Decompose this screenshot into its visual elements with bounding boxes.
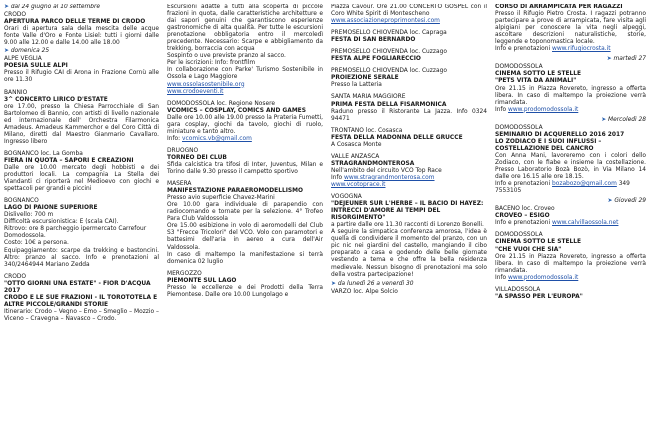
event-description: Presso le eccellenze e dei Prodotti della Terra Piemontese. Dalle ore 10.00 Lungolago e <box>167 284 323 298</box>
info-label: Info <box>495 106 507 113</box>
info-label: Info e prenotazioni <box>495 46 551 53</box>
event-location: BACENO loc. Croveo <box>495 206 555 213</box>
event-title: CORSO DI ARRAMPICATA PER RAGAZZI <box>495 4 623 10</box>
info-label: Info: <box>167 135 181 142</box>
event-title: PIEMONTE SUL LAGO <box>167 277 237 284</box>
event-title: LAGO DI PAIONE SUPERIORE <box>4 205 98 212</box>
arrow-icon: ➤ <box>607 198 615 205</box>
event-location: DOMODOSSOLA <box>495 124 543 131</box>
event-subtitle: CRODO E LE SUE FRAZIONI - IL TOROTOTELA E ALTRE PICCOLE/GRANDI STORIE <box>4 294 158 308</box>
arrow-icon: ➤ <box>601 116 609 123</box>
event-title: FESTA DI SAN BERNARDO <box>331 37 416 44</box>
info-label: Info <box>331 174 343 181</box>
event-description: Ore 21.15 in Piazza Rovereto, ingresso a offerta libera. In caso di maltempo la proiezione verrà rimandata. <box>495 85 646 106</box>
phone-number: 349 7553105 <box>495 181 630 195</box>
event-title: FESTA ALPE FOGLIARECCIO <box>331 56 421 63</box>
event-detail: Presso avio superficie Chavez-Marini <box>167 195 275 202</box>
event-subtitle: "CHE VUOI CHE SIA" <box>495 246 562 253</box>
event-title: CROVEO – ESIGO <box>495 213 550 220</box>
event-location: CRODO <box>4 273 27 280</box>
event-subtitle: LO ZODIACO E I SUOI INFLUSSI – COSTELLAZIONE DEL CANCRO <box>495 138 602 152</box>
event-detail: Ore 15.00 esibizione in volo di aeromodelli del Club S3 "Frecce Tricolori" del VCO. Volo con paramotori e battesimi dell'aria in aereo a cura dell'Air Valdossola. <box>167 223 323 251</box>
event-location: VALLE ANZASCA <box>331 153 380 160</box>
event-title: 3^ CONCERTO LIRICO D'ESTATE <box>4 96 108 103</box>
event-location: BOGNANCO <box>4 198 39 205</box>
event-title: PRIMA FESTA DELLA FISARMONICA <box>331 101 447 108</box>
event-location: VILLADOSSOLA <box>495 286 541 293</box>
column-1 <box>4 4 159 425</box>
info-label: Info <box>495 274 507 281</box>
column-2 <box>167 4 323 425</box>
event-description: Nell'ambito del circuito VCO Top Race <box>331 167 442 174</box>
website-link[interactable]: www.rifugiocrosta.it <box>552 46 611 53</box>
column-3 <box>331 4 487 425</box>
event-description: Orari di apertura sala della mescita delle acque fonte Valle d'Oro e Fonte Lisiel: tutti i giorni dalle 9.00 alle 12.00 e dalle 14.00 alle 18.00 <box>4 26 159 47</box>
event-detail: Ore 10.00 gara individuale di parapendio con radiocomando e tornate per la selezione. 4° Trofeo Para Club Valdossola <box>167 202 323 223</box>
event-location: DOMODOSSOLA loc. Regione Nosere <box>167 100 276 107</box>
website-link[interactable]: www.calvillaossola.net <box>552 220 619 227</box>
website-link[interactable]: www.stragrandmonterosa.com <box>344 174 435 181</box>
event-title: PROIEZIONE SERALE <box>331 75 399 82</box>
event-title: VCOMICS – COSPLAY, COMICS AND GAMES <box>167 107 306 114</box>
event-description: Presso il Rifugio CAI di Arona in Frazione Cornù alle ore 11.30 <box>4 70 159 84</box>
event-location: TRONTANO loc. Cosasca <box>331 127 403 134</box>
event-detail: In caso di maltempo la manifestazione si terrà domenica 02 luglio <box>167 251 323 265</box>
date-heading: ➤ martedì 27 <box>606 56 646 63</box>
website-link[interactable]: www.vcotoprace.it <box>331 181 386 188</box>
event-description: Dalle ore 10.00 alle 19.00 presso la Prateria Fumetti, gara cosplay, giochi da tavolo, giochi di ruolo, miniature e tanto altro. <box>167 114 323 135</box>
event-description: ore 17.00, presso la Chiesa Parrocchiale di San Bartolomeo di Bannio, con artisti di livello nazionale ed internazionale dell' Orchestra Filarmonica Amadeus. Amadeus Kammerchor e del Coro Città di Milano, diretti dal Maestro Gianmario Cavallaro. Ingresso libero <box>4 103 159 145</box>
date-heading: ➤ Giovedì 29 <box>607 198 646 205</box>
event-location: DOMODOSSOLA <box>495 64 543 71</box>
event-description: Raduno presso il Ristorante La Jazza. Info 0324 94471 <box>331 108 487 122</box>
event-detail: Costo: 10€ a persona. <box>4 240 69 247</box>
event-detail: Sospinto o uve previste pranzo al sacco. <box>167 53 286 60</box>
column-4 <box>495 4 646 425</box>
email-link[interactable]: bozabozo@gmail.com <box>552 181 617 188</box>
event-description: Con Anna Mani, lavoreremo con i colori dello Zodiaco, con le fiabe e insieme la costellazione. Presso Laboratorio Bozà Bozò, in Via Milano 14 dalle ore 16.15 alle ore 18.15. <box>495 152 646 181</box>
event-title: CINEMA SOTTO LE STELLE <box>495 239 582 246</box>
arrow-icon: ➤ <box>4 4 11 10</box>
event-location: VARZO loc. Alpe Solcio <box>331 288 398 295</box>
event-title: TORNEO DEI CLUB <box>167 154 227 161</box>
date-heading: ➤ domenica 25 <box>4 48 50 55</box>
event-location: BANNIO <box>4 89 28 96</box>
event-subtitle: "PETS VITA DA ANIMALI" <box>495 78 577 85</box>
event-title: CINEMA SOTTO LE STELLE <box>495 71 582 78</box>
event-description: A Cosasca Monte <box>331 141 382 148</box>
event-location: ALPE VEGLIA <box>4 56 42 63</box>
website-link[interactable]: www.prodomodossola.it <box>508 274 579 281</box>
event-detail: Dislivello: 700 m <box>4 212 54 219</box>
event-location: PREMOSELLO CHIOVENDA loc. Cuzzago <box>331 68 447 75</box>
event-detail: Per le iscrizioni: Info: frontfilm <box>167 60 256 67</box>
event-title: FIERA IN QUOTA – SAPORI E CREAZIONI <box>4 157 134 164</box>
event-location: MERGOZZO <box>167 270 202 277</box>
date-heading: ➤ da lunedì 26 a venerdì 30 <box>331 280 414 287</box>
event-location: BOGNANCO loc. La Gomba <box>4 150 83 157</box>
event-detail: In collaborazione con Parke' Turismo Sostenibile in Ossola e Lago Maggiore <box>167 67 323 81</box>
event-location: DRUOGNO <box>167 147 199 154</box>
event-title: SEMINARIO DI ACQUERELLO 2016 2017 <box>495 131 625 138</box>
website-link[interactable]: www.prodomodossola.it <box>508 106 579 113</box>
arrow-icon: ➤ <box>331 280 338 287</box>
event-description: Itinerario: Crodo – Vegno – Emo – Smeglio – Mozzio – Viceno – Cravegna – Navasco – Crodo. <box>4 308 159 322</box>
event-description: Presso la Latteria <box>331 82 382 89</box>
event-detail: Ritrovo: ore 8 parcheggio ipermercato Carrefour Domodossola. <box>4 226 147 240</box>
event-location: MASERA <box>167 181 192 188</box>
event-title: APERTURA PARCO DELLE TERME DI CRODO <box>4 19 146 26</box>
event-detail: Equipaggiamento: scarpe da trekking e bastoncini. Altro: pranzo al sacco. Info e prenotazioni al 340/2464944 Mariano Zedda <box>4 247 159 268</box>
event-description: Sfida calcistica tra tifosi di Inter, Juventus, Milan e Torino dalle 9.30 presso il campetto sportivo <box>167 161 323 176</box>
event-title: FESTA DELLA MADONNA DELLE GRUCCE <box>331 134 463 141</box>
event-title: MANIFESTAZIONE PARAEROMODELLISMO <box>167 188 304 195</box>
event-location: DOMODOSSOLA <box>495 232 543 239</box>
event-title: POESIA SULLE ALPI <box>4 63 68 70</box>
event-detail: a partire dalle ore 11.30 racconti di Lorenzo Bonelli. <box>331 222 484 229</box>
website-link[interactable]: www.associazioneproprimontesi.com <box>331 18 440 25</box>
event-location: VOGOGNA <box>331 194 362 201</box>
event-description: Piazza Cavour. Ore 21.00 CONCERTO GOSPEL con il Coro White Spirit di Montescheno <box>331 4 487 18</box>
event-detail: Difficoltà escursionistica: E (scala CAI). <box>4 219 119 226</box>
arrow-icon: ➤ <box>4 48 11 55</box>
event-location: PREMOSELLO CHIOVENDA loc. Cuzzago <box>331 49 447 56</box>
info-label: Info e prenotazioni <box>495 181 551 188</box>
event-title: "OTTO GIORNI UNA ESTATE" - FIOR D'ACQUA 2017 <box>4 280 151 294</box>
event-title: "DEJEUNER SUR L'HERBE – IL BACIO DI HAYEZ: INTRECCI D'AMORE AI TEMPI DEL RISORGIMENTO" <box>331 201 484 222</box>
event-description: A seguire la simpatica conferenza amorosa, l'idea è quella di condividere il momento del pranzo, con un pic nic nei giardini del castello, mangiando il cibo preparato a casa e godendo delle belle giornate vestendo a tema e che offre la bella residenza medievale. Nessun bisogno di prenotazioni ma solo della vostra partecipazione! <box>331 229 487 278</box>
event-description: Escursioni adatte a tutti alla scoperta di piccole frazioni in quota, dalle caratteristiche architetture e dai sapori genuini che garantiscono esperienze gastronomiche di alta qualità. Per tutte le escursioni prenotazione obbligatoria entro il mercoledì precedente. Necessario: Scarpe e abbigliamento da trekking, borraccia con acqua <box>167 4 323 53</box>
event-location: CRODO <box>4 12 27 19</box>
event-location: SANTA MARIA MAGGIORE <box>331 94 406 101</box>
event-location: PREMOSELLO CHIOVENDA loc. Capraga <box>331 30 447 37</box>
date-heading: ➤ dal 24 giugno al 10 settembre <box>4 4 101 10</box>
event-description: Ore 21.15 in Piazza Rovereto, ingresso a offerta libera. In caso di maltempo la proiezione verrà rimandata. <box>495 253 646 274</box>
event-description: Presso il Rifugio Pietro Crosta. I ragazzi potranno partecipare a prove di arrampicata, fare visita agli alpigiani per conoscere la vita negli alpeggi, ascoltare descrizioni naturalistiche, storie, leggende e toponomastica locale. <box>495 11 646 46</box>
event-title: STRAGRANDMONTEROSA <box>331 160 415 167</box>
website-link[interactable]: www.ossolasostenibile.org <box>167 81 245 88</box>
date-heading: ➤ Mercoledì 28 <box>601 116 646 123</box>
website-link[interactable]: www.crodoeventi.it <box>167 88 224 95</box>
info-label: Info e prenotazioni <box>495 220 551 227</box>
event-description: Dalle ore 10.00 mercato degli hobbisti e dei produttori locali. La compagnia La Stella dei Viandanti ci riporterà nel Medioevo con giochi e spettacoli per grandi e piccini <box>4 164 159 193</box>
arrow-icon: ➤ <box>606 56 614 63</box>
event-title: "A SPASSO PER L'EUROPA" <box>495 293 583 300</box>
email-link[interactable]: vcomics.vb@gmail.com <box>182 135 252 142</box>
